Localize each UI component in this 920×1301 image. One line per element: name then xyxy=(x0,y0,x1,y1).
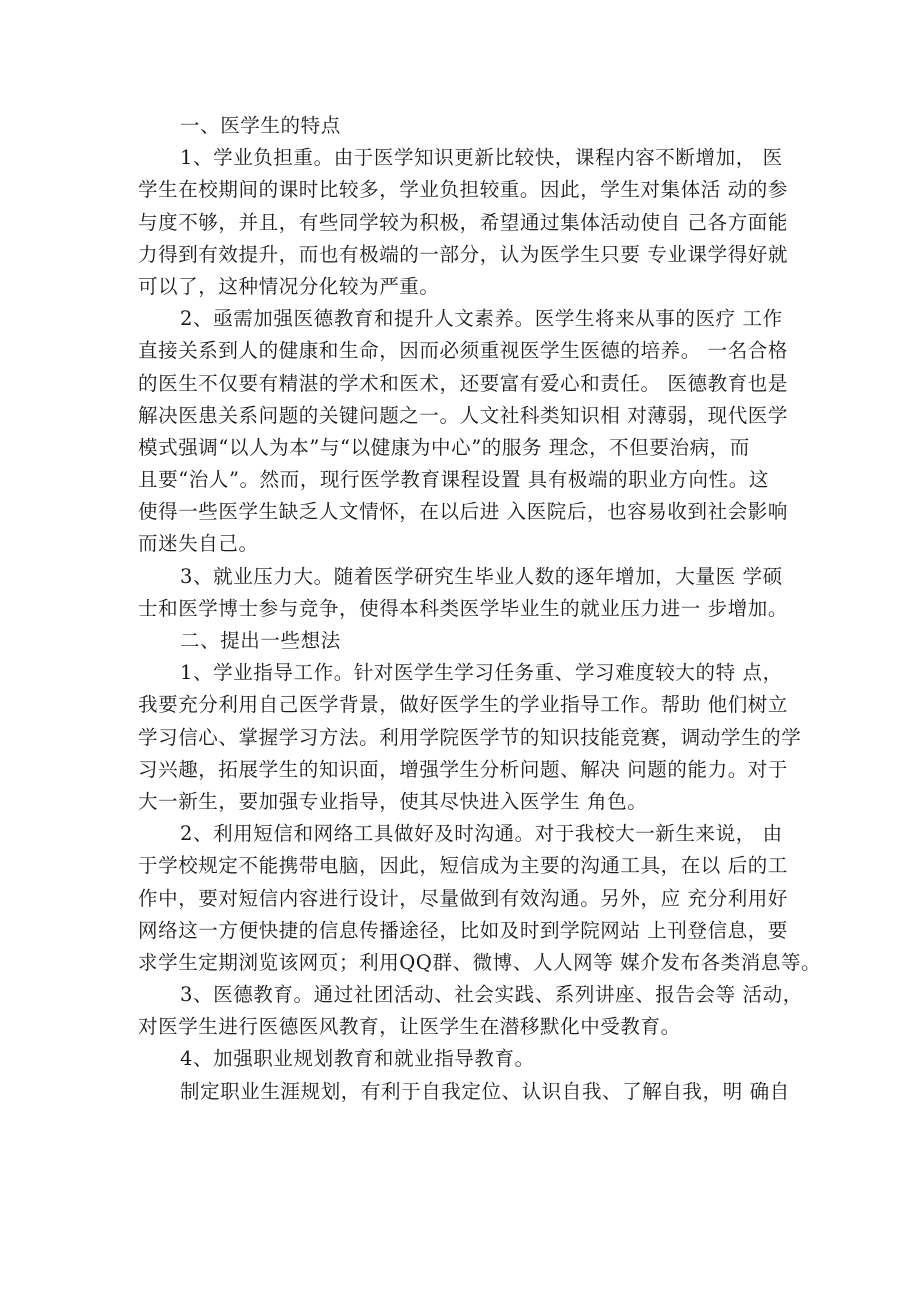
paragraph-p5 xyxy=(138,625,798,657)
text-line: 学生在校期间的课时比较多，学业负担较重。因此，学生对集体活 动的参 xyxy=(138,178,788,202)
text-line: 3、就业压力大。随着医学研究生毕业人数的逐年增加，大量医 学硕 xyxy=(180,564,783,588)
text-line: 而迷失自己。 xyxy=(138,532,259,556)
text-line: 1、学业指导工作。针对医学生学习任务重、学习难度较大的特 点， xyxy=(180,661,783,685)
paragraph-p7 xyxy=(138,818,822,979)
text-line: 解决医患关系问题的关键问题之一。人文社科类知识相 对薄弱，现代医学 xyxy=(138,403,788,427)
paragraph-p10 xyxy=(138,1076,798,1108)
text-line: 3、医德教育。通过社团活动、社会实践、系列讲座、报告会等 活动， xyxy=(180,983,803,1007)
text-line: 可以了，这种情况分化较为严重。 xyxy=(138,274,440,298)
paragraph-p4 xyxy=(138,561,798,625)
text-line: 1、学业负担重。由于医学知识更新比较快，课程内容不断增加， 医 xyxy=(180,146,783,170)
paragraph-p2 xyxy=(138,142,798,303)
text-line: 且要“治人”。然而，现行医学教育课程设置 具有极端的职业方向性。这 xyxy=(138,468,769,492)
text-line: 网络这一方便快捷的信息传播途径，比如及时到学院网站 上刊登信息，要 xyxy=(138,918,788,942)
text-line: 二、提出一些想法 xyxy=(180,629,341,652)
text-line: 使得一些医学生缺乏人文情怀，在以后进 入医院后，也容易收到社会影响 xyxy=(138,500,788,524)
text-line: 模式强调“以人为本”与“以健康为中心”的服务 理念，不但要治病，而 xyxy=(138,435,750,459)
text-line: 2、亟需加强医德教育和提升人文素养。医学生将来从事的医疗 工作 xyxy=(180,307,783,331)
text-line: 习兴趣，拓展学生的知识面，增强学生分析问题、解决 问题的能力。对于 xyxy=(138,757,788,781)
document-body xyxy=(138,110,822,1108)
paragraph-p6 xyxy=(138,657,802,818)
text-line: 直接关系到人的健康和生命，因而必须重视医学生医德的培养。 一名合格 xyxy=(138,339,788,363)
text-line: 2、利用短信和网络工具做好及时沟通。对于我校大一新生来说， 由 xyxy=(180,822,783,846)
text-line: 士和医学博士参与竞争，使得本科类医学毕业生的就业压力进一 步增加。 xyxy=(138,596,788,620)
text-line: 与度不够，并且，有些同学较为积极，希望通过集体活动使自 己各方面能 xyxy=(138,210,788,234)
text-line: 作中，要对短信内容进行设计，尽量做到有效沟通。另外，应 充分利用好 xyxy=(138,886,788,910)
paragraph-p8 xyxy=(138,979,803,1043)
text-line: 4、加强职业规划教育和就业指导教育。 xyxy=(180,1047,535,1071)
text-line: 求学生定期浏览该网页；利用QQ群、微博、人人网等 媒介发布各类消息等。 xyxy=(138,950,822,974)
text-line: 的医生不仅要有精湛的学术和医术，还要富有爱心和责任。 医德教育也是 xyxy=(138,371,788,395)
paragraph-p3 xyxy=(138,303,798,561)
text-line: 力得到有效提升，而也有极端的一部分，认为医学生只要 专业课学得好就 xyxy=(138,242,788,266)
text-line: 大一新生，要加强专业指导，使其尽快进入医学生 角色。 xyxy=(138,789,648,813)
text-line: 对医学生进行医德医风教育，让医学生在潜移默化中受教育。 xyxy=(138,1015,681,1039)
text-line: 制定职业生涯规划，有利于自我定位、认识自我、了解自我，明 确自 xyxy=(180,1079,790,1103)
text-line: 我要充分利用自己医学背景，做好医学生的学业指导工作。帮助 他们树立 xyxy=(138,693,788,717)
text-line: 学习信心、掌握学习方法。利用学院医学节的知识技能竞赛，调动学生的学 xyxy=(138,725,802,749)
paragraph-p9 xyxy=(138,1043,798,1075)
text-line: 于学校规定不能携带电脑，因此，短信成为主要的沟通工具，在以 后的工 xyxy=(138,854,788,878)
paragraph-p1 xyxy=(138,110,798,142)
text-line: 一、医学生的特点 xyxy=(180,114,341,137)
